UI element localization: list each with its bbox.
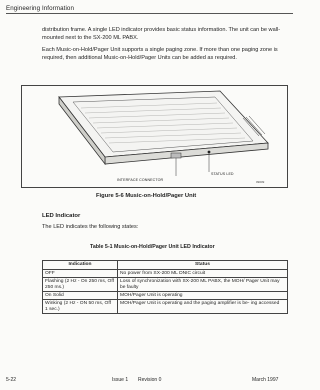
- table-row: [43, 292, 288, 300]
- led-indicator-table: [42, 260, 288, 314]
- music-on-hold-pager-unit-illustration: [21, 85, 288, 188]
- indication-cell: Winking (2 Hz - ON 50 ms, Off 1 sec.): [43, 300, 118, 314]
- table-row: [43, 278, 288, 292]
- footer-date: March 1997: [252, 377, 279, 383]
- status-cell: Loss of synchronization with SX-200 ML PABX, the MOH/ Pager Unit may be faulty: [118, 278, 288, 292]
- status-cell: MOH/Pager Unit is operating and the paging amplifier is be- ing accessed: [118, 300, 288, 314]
- table-caption: Table 5-1 Music-on-Hold/Pager Unit LED Indicator: [90, 244, 215, 250]
- footer-issue: Issue 1: [112, 377, 129, 383]
- table-row: [43, 300, 288, 314]
- status-led-callout: STATUS LED: [211, 172, 234, 176]
- footer-revision: Revision 0: [138, 377, 162, 383]
- interface-connector-icon: [171, 153, 181, 158]
- table-row: [43, 270, 288, 278]
- status-cell: No power from SX-200 ML DNIC circuit: [118, 270, 288, 278]
- status-cell: MOH/Pager Unit is operating: [118, 292, 288, 300]
- indication-cell: On Solid: [43, 292, 118, 300]
- status-led-icon: [208, 151, 211, 154]
- figure-caption: Figure 5-6 Music-on-Hold/Pager Unit: [96, 193, 197, 199]
- section-intro: The LED indicates the following states:: [42, 224, 139, 230]
- interface-connector-callout: INTERFACE CONNECTOR: [117, 178, 164, 182]
- figure-code: 09009: [256, 180, 265, 184]
- paragraph-distribution-frame: distribution frame. A single LED indicator provides basic status information. The unit can be wall-mounted next to the SX-200 ML PABX.: [42, 27, 281, 41]
- column-header-indication: Indication: [43, 261, 118, 270]
- section-heading-led-indicator: LED Indicator: [42, 213, 81, 219]
- header-divider: [6, 13, 293, 14]
- table-header-row: [43, 261, 288, 270]
- page-header-title: Engineering Information: [6, 5, 74, 12]
- footer-page-number: 5-22: [6, 377, 17, 383]
- indication-cell: Flashing (2 Hz - On 250 ms, Off 250 ms.): [43, 278, 118, 292]
- paragraph-paging-zone: Each Music-on-Hold/Pager Unit supports a single paging zone. If more than one paging zone is required, then additional Music-on-Hold/Pager Units can be added as required.: [42, 47, 278, 61]
- indication-cell: OFF: [43, 270, 118, 278]
- column-header-status: Status: [118, 261, 288, 270]
